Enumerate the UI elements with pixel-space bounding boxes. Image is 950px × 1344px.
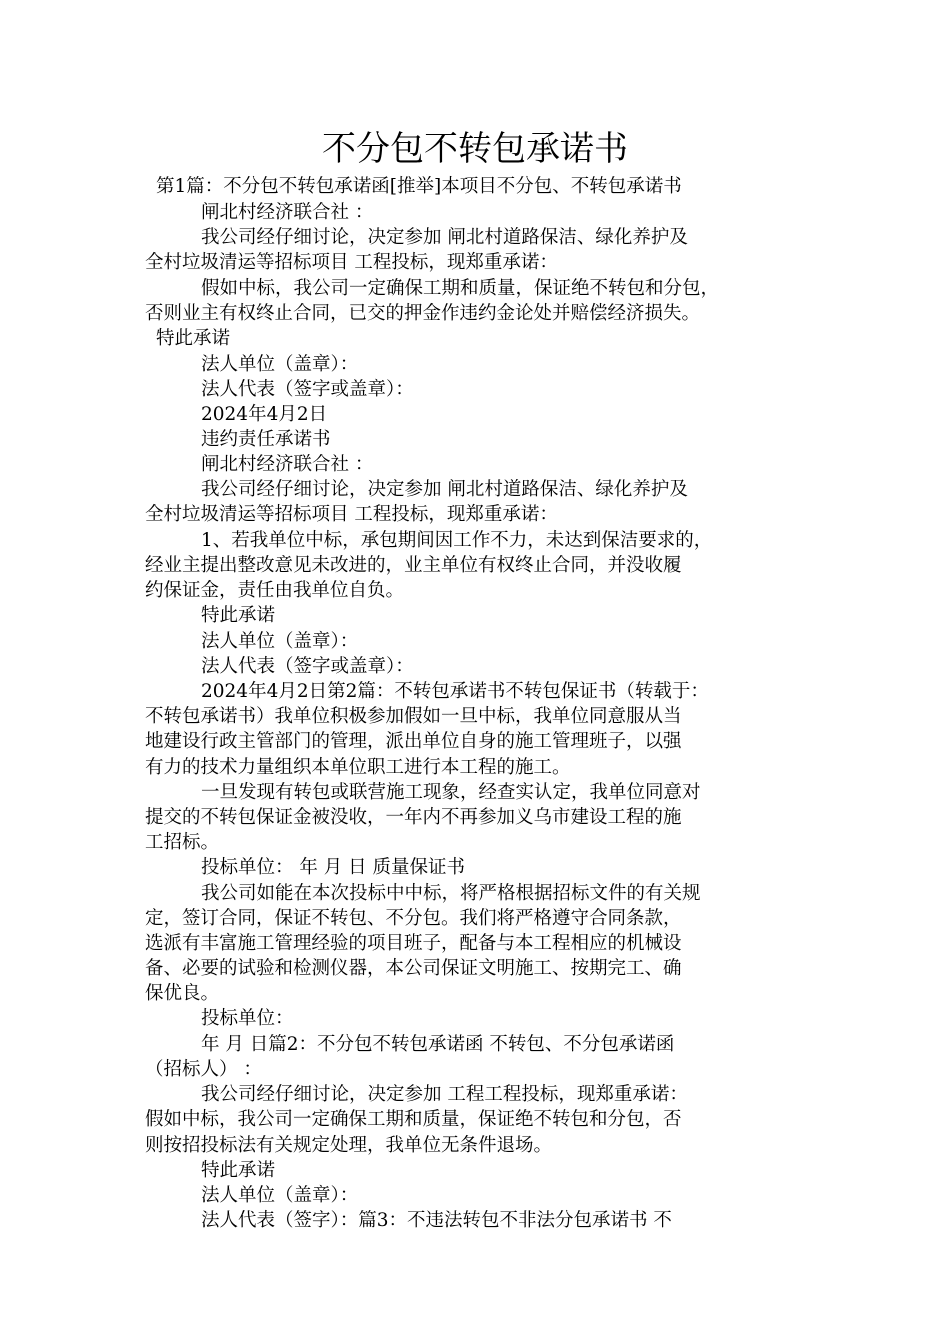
- text-line: 工招标。: [145, 832, 220, 853]
- text-line: 假如中标，我公司一定确保工期和质量，保证绝不转包和分包，: [201, 278, 720, 299]
- text-line: 定，签订合同，保证不转包、不分包。我们将严格遵守合同条款，: [145, 908, 682, 929]
- text-line: 1、若我单位中标，承包期间因工作不力，未达到保洁要求的，: [201, 530, 713, 551]
- text-line: 法人代表（签字或盖章）：: [201, 656, 414, 677]
- text-line: 我公司如能在本次投标中中标，将严格根据招标文件的有关规: [201, 883, 701, 904]
- text-line: 特此承诺: [201, 1160, 276, 1181]
- text-line: 特此承诺: [201, 605, 276, 626]
- text-line: 法人代表（签字）：篇3：不违法转包不非法分包承诺书 不: [201, 1210, 672, 1231]
- text-line: 全村垃圾清运等招标项目 工程投标，现郑重承诺：: [145, 504, 558, 525]
- text-line: 全村垃圾清运等招标项目 工程投标，现郑重承诺：: [145, 252, 558, 273]
- text-line: 法人单位（盖章）：: [201, 354, 359, 375]
- document-title: 不分包不转包承诺书: [322, 129, 628, 169]
- text-line: 年 月 日篇2：不分包不转包承诺函 不转包、不分包承诺函: [201, 1034, 675, 1055]
- text-line: 2024年4月2日: [201, 404, 328, 425]
- text-line: 投标单位：: [201, 1008, 294, 1029]
- text-line: 地建设行政主管部门的管理，派出单位自身的施工管理班子，以强: [145, 731, 682, 752]
- text-line: 不转包承诺书）我单位积极参加假如一旦中标，我单位同意服从当: [145, 706, 682, 727]
- text-line: 法人单位（盖章）：: [201, 1185, 359, 1206]
- text-line: 法人单位（盖章）：: [201, 631, 359, 652]
- text-line: 选派有丰富施工管理经验的项目班子，配备与本工程相应的机械设: [145, 933, 682, 954]
- text-line: 提交的不转包保证金被没收，一年内不再参加义乌市建设工程的施: [145, 807, 682, 828]
- text-line: 违约责任承诺书: [201, 429, 331, 450]
- text-line: 2024年4月2日第2篇：不转包承诺书不转包保证书（转载于：: [201, 681, 709, 702]
- text-line: 闸北村经济联合社 ：: [201, 454, 374, 475]
- text-line: 法人代表（签字或盖章）：: [201, 379, 414, 400]
- text-line: 我公司经仔细讨论，决定参加 闸北村道路保洁、绿化养护及: [201, 227, 688, 248]
- text-line: 有力的技术力量组织本单位职工进行本工程的施工。: [145, 757, 571, 778]
- text-line: 则按招投标法有关规定处理，我单位无条件退场。: [145, 1135, 553, 1156]
- text-line: 一旦发现有转包或联营施工现象，经查实认定，我单位同意对: [201, 782, 701, 803]
- text-line: （招标人） ：: [145, 1059, 262, 1080]
- text-line: 我公司经仔细讨论，决定参加 工程工程投标，现郑重承诺：: [201, 1084, 688, 1105]
- text-line: 我公司经仔细讨论，决定参加 闸北村道路保洁、绿化养护及: [201, 479, 688, 500]
- text-line: 闸北村经济联合社 ：: [201, 202, 374, 223]
- text-line: 假如中标，我公司一定确保工期和质量，保证绝不转包和分包，否: [145, 1109, 682, 1130]
- text-line: 约保证金，责任由我单位自负。: [145, 580, 405, 601]
- text-line: 备、必要的试验和检测仪器，本公司保证文明施工、按期完工、确: [145, 958, 682, 979]
- text-line: 第1篇：不分包不转包承诺函[推举]本项目不分包、不转包承诺书: [156, 176, 682, 197]
- text-line: 投标单位： 年 月 日 质量保证书: [201, 857, 466, 878]
- text-line: 特此承诺: [156, 328, 231, 349]
- text-line: 经业主提出整改意见未改进的，业主单位有权终止合同，并没收履: [145, 555, 682, 576]
- text-line: 保优良。: [145, 983, 220, 1004]
- text-line: 否则业主有权终止合同，已交的押金作违约金论处并赔偿经济损失。: [145, 303, 701, 324]
